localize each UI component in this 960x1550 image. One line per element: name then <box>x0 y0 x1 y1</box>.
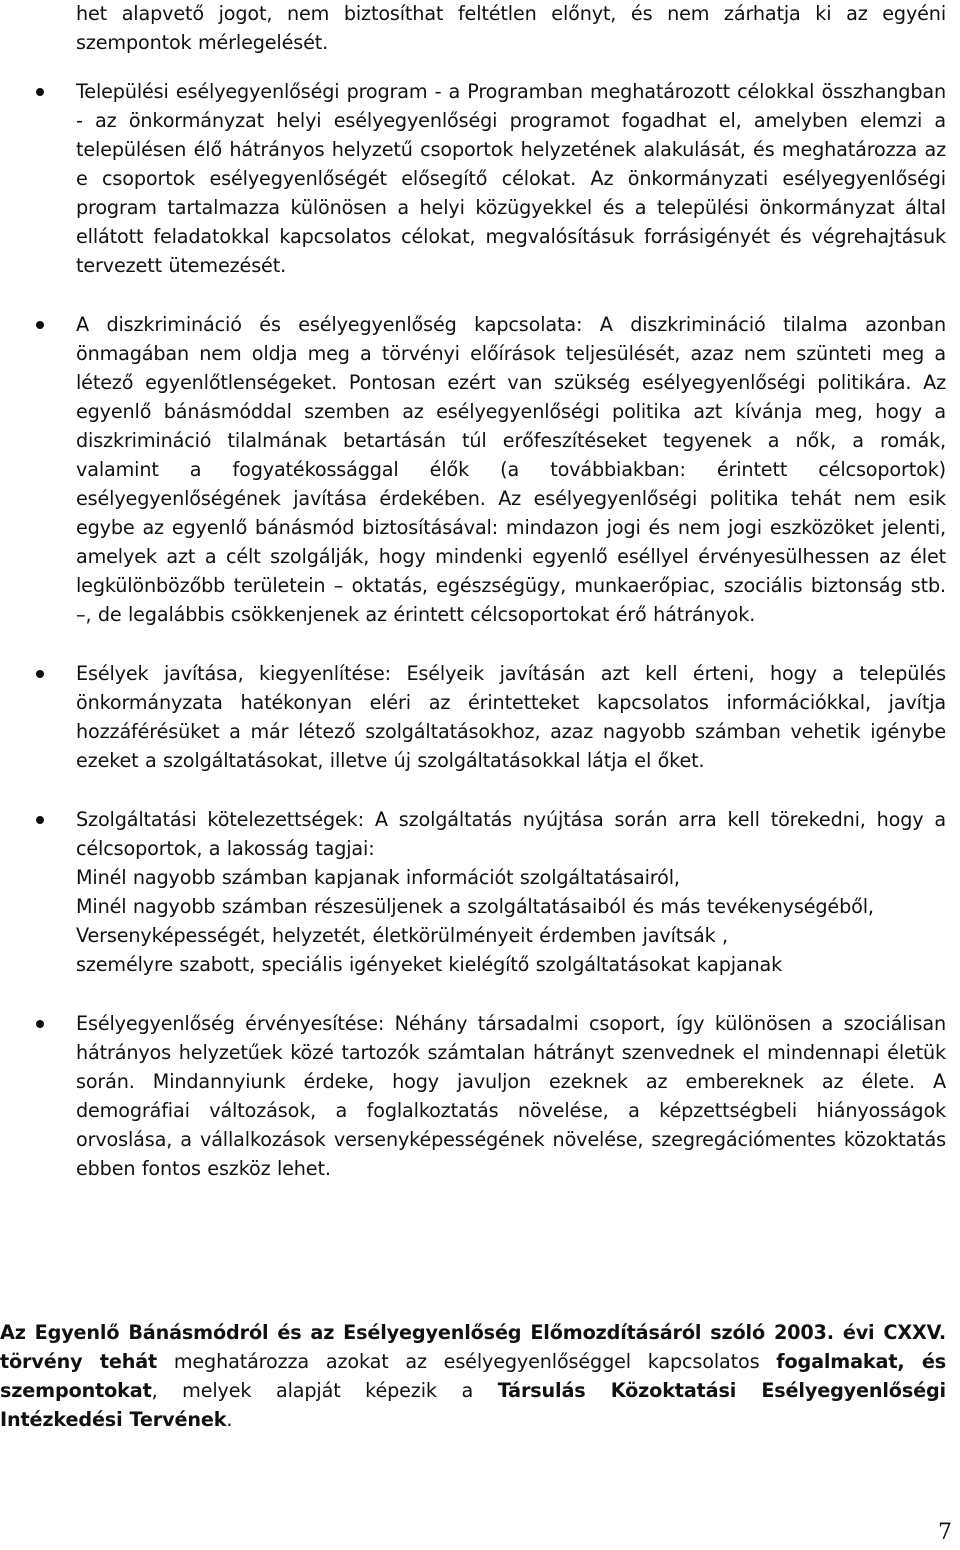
bullet-icon <box>36 670 44 678</box>
conclusion-paragraph <box>0 1318 946 1434</box>
bullet-icon <box>36 816 44 824</box>
bullet-line: személyre szabott, speciális igényeket kielégítő szolgáltatásokat kapjanak <box>76 953 783 976</box>
bullet-line: Minél nagyobb számban részesüljenek a szolgáltatásaiból és más tevékenységéből, <box>76 895 874 918</box>
list-item <box>0 659 946 775</box>
bullet-list <box>0 77 946 1183</box>
bullet-text: Települési esélyegyenlőségi program - a Programban meghatározott célokkal összhangban - az önkormányzat helyi esélyegyenlőségi programot fogadhat el, amelyben elemzi a településen élő hátrányos helyzetű csoportok helyzetének alakulását, és meghatározza az e csoportok esélyegyenlőségét elősegítő célokat. Az önkormányzati esélyegyenlőségi program tartalmazza különösen a helyi közügyekkel és a települési önkormányzat által ellátott feladatokkal kapcsolatos célokat, megvalósításuk forrásigényét és végrehajtásuk tervezett ütemezését. <box>76 80 946 277</box>
page-number: 7 <box>938 1520 952 1545</box>
plan-title: Társulás Közoktatási Esélyegyenlőségi Intézkedési Tervének <box>0 1379 946 1431</box>
bullet-text: A diszkrimináció és esélyegyenlőség kapcsolata: A diszkrimináció tilalma azonban önmagában nem oldja meg a törvényi előírások teljesülését, azaz nem szünteti meg a létező egyenlőtlenségeket. Pontosan ezért van szükség esélyegyenlőségi politikára. Az egyenlő bánásmóddal szemben az esélyegyenlőségi politika azt kívánja meg, hogy a diszkrimináció tilalmának betartásán túl erőfeszítéseket tegyenek a nők, a romák, valamint a fogyatékossággal élők (a továbbiakban: érintett célcsoportok) esélyegyenlőségének javítása érdekében. Az esélyegyenlőségi politika tehát nem esik egybe az egyenlő bánásmód biztosításával: mindazon jogi és nem jogi eszközöket jelenti, amelyek azt a célt szolgálják, hogy mindenki egyenlő eséllyel érvényesülhessen az élet legkülönbözőbb területein – oktatás, egészségügy, munkaerőpiac, szociális biztonság stb. –, de legalábbis csökkenjenek az érintett célcsoportokat érő hátrányok. <box>76 313 946 626</box>
concepts-emphasis: fogalmakat, és szempontokat <box>0 1350 947 1402</box>
conclusion-text: . <box>226 1408 233 1431</box>
bullet-icon <box>36 321 44 329</box>
list-item <box>0 1009 946 1183</box>
bullet-line: Minél nagyobb számban kapjanak információt szolgáltatásairól, <box>76 866 680 889</box>
bullet-icon <box>36 1020 44 1028</box>
bullet-lines <box>76 805 946 979</box>
bullet-text: Esélyegyenlőség érvényesítése: Néhány társadalmi csoport, így különösen a szociálisan hátrányos helyzetűek közé tartozók számtalan hátrányt szenvednek el mindennapi életük során. Mindannyiunk érdeke, hogy javuljon ezeknek az embereknek az élete. A demográfiai változások, a foglalkoztatás növelése, a képzettségbeli hiányosságok orvoslása, a vállalkozások versenyképességének növelése, szegregációmentes közoktatás ebben fontos eszköz lehet. <box>76 1012 946 1180</box>
law-title: Az Egyenlő Bánásmódról és az Esélyegyenlőség Előmozdításáról szóló 2003. évi CXXV. törvény tehát <box>0 1321 946 1373</box>
bullet-line: Versenyképességét, helyzetét, életkörülményeit érdemben javítsák , <box>76 924 728 947</box>
continuation-paragraph: het alapvető jogot, nem biztosíthat feltétlen előnyt, és nem zárhatja ki az egyéni szempontok mérlegelését. <box>76 2 946 54</box>
list-item <box>0 805 946 979</box>
list-item <box>0 77 946 280</box>
bullet-intro: Szolgáltatási kötelezettségek: A szolgáltatás nyújtása során arra kell törekedni, hogy a célcsoportok, a lakosság tagjai: <box>76 808 946 860</box>
bullet-icon <box>36 88 44 96</box>
bullet-text: Esélyek javítása, kiegyenlítése: Esélyeik javításán azt kell érteni, hogy a település önkormányzata hatékonyan eléri az érintetteket kapcsolatos információkkal, javítja hozzáférésüket a már létező szolgáltatásokhoz, azaz nagyobb számban vehetik igénybe ezeket a szolgáltatásokat, illetve új szolgáltatásokkal látja el őket. <box>76 662 946 772</box>
conclusion-text: meghatározza azokat az esélyegyenlőséggel kapcsolatos <box>157 1350 777 1373</box>
conclusion-text: , melyek alapját képezik a <box>151 1379 498 1402</box>
list-item <box>0 310 946 629</box>
